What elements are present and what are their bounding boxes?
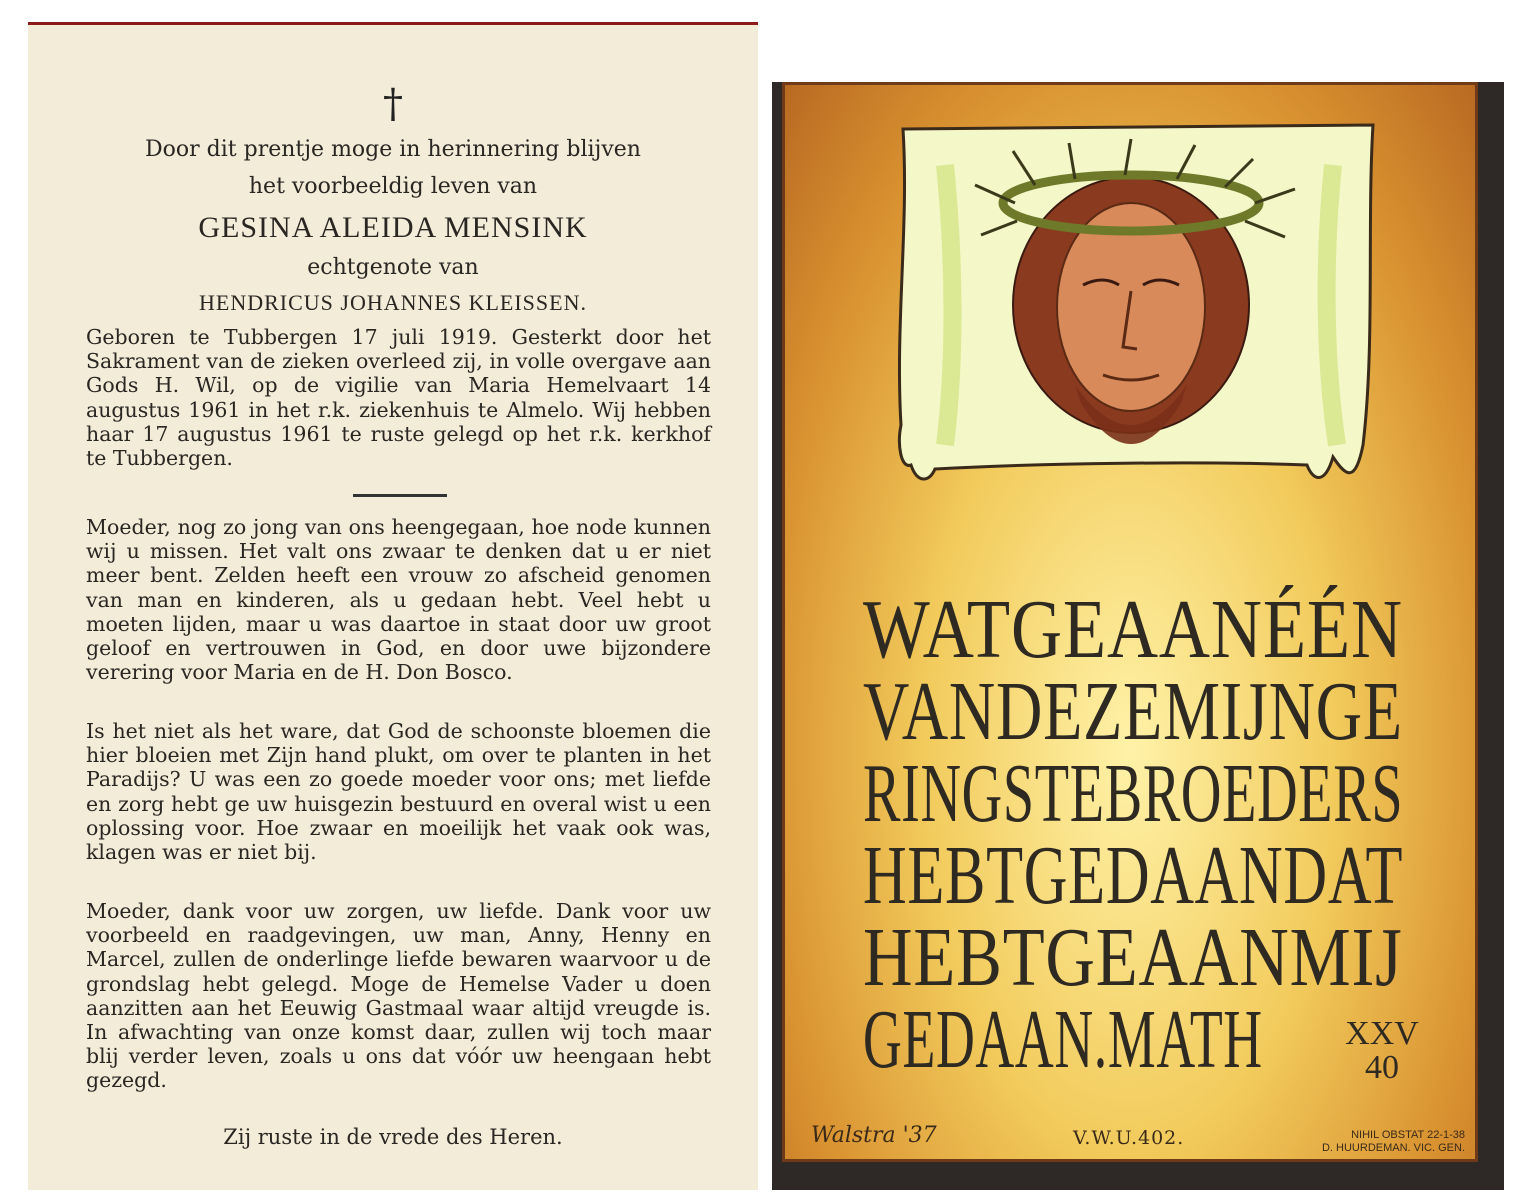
- quote-line: RINGSTEBROEDERS: [863, 747, 1404, 840]
- tribute-paragraph-1: Moeder, nog zo jong van ons heengegaan, hoe node kunnen wij u missen. Het valt ons zwaar te denken dat u er niet meer bent. Zelden heeft een vrouw zo afscheid genomen van man en kinderen, als u gedaan hebt. Veel hebt u moeten lijden, maar u was daartoe in staat door uw groot geloof en vertrouwen in God, en door uwe bijzondere verering voor Maria en de H. Don Bosco.: [86, 515, 711, 685]
- closing-line: Zij ruste in de vrede des Heren.: [223, 1125, 563, 1149]
- nihil-obstat: [1275, 1129, 1465, 1155]
- intro-line-2: het voorbeeldig leven van: [248, 174, 538, 199]
- cross-icon: †: [383, 81, 403, 127]
- tribute-paragraph-2: Is het niet als het ware, dat God de schoonste bloemen die hier bloeien met Zijn hand plukt, om over te planten in het Paradijs? U was een zo goede moeder voor ons; met liefde en zorg hebt ge uw huisgezin bestuurd en overal wist u een oplossing voor. Hoe zwaar en moeilijk het vaak ook was, klagen was er niet bij.: [86, 719, 711, 865]
- tribute-paragraph-3: Moeder, dank voor uw zorgen, uw liefde. Dank voor uw voorbeeld en raadgevingen, uw man, Anny, Henny en Marcel, zullen de onderlinge liefde bewaren waarvoor u de grondslag hebt gelegd. Moge de Hemelse Vader u doen aanzitten aan het Eeuwig Gastmaal waar altijd vreugde is. In afwachting van onze komst daar, zullen wij toch maar blij verder leven, zoals u ons dat vóór uw heengaan hebt gezegd.: [86, 899, 711, 1093]
- reference-chapter: XXV: [1345, 1015, 1419, 1052]
- intro-line-1: Door dit prentje moge in herinnering blijven: [145, 137, 641, 162]
- artist-signature: Walstra '37: [811, 1123, 937, 1148]
- scripture-reference: [1337, 1017, 1427, 1085]
- veil-illustration: [785, 85, 1481, 605]
- print-code: V.W.U.402.: [1073, 1127, 1185, 1149]
- spouse-label: echtgenote van: [307, 255, 479, 280]
- illustration-panel: [782, 82, 1478, 1162]
- spouse-name: HENDRICUS JOHANNES KLEISSEN.: [199, 290, 587, 315]
- quote-line: HEBTGEAANMIJ: [863, 911, 1403, 1004]
- memorial-card-image-side: [772, 82, 1504, 1190]
- quote-line: WATGEAANÉÉN: [863, 583, 1403, 676]
- divider: [353, 494, 447, 497]
- biography-paragraph: Geboren te Tubbergen 17 juli 1919. Gesterkt door het Sakrament van de zieken overleed zij, in volle overgave aan Gods H. Wil, op de vigilie van Maria Hemelvaart 14 augustus 1961 in het r.k. ziekenhuis te Almelo. Wij hebben haar 17 augustus 1961 te ruste gelegd op het r.k. kerkhof te Tubbergen.: [86, 325, 711, 471]
- nihil-obstat-line: NIHIL OBSTAT 22-1-38: [1351, 1129, 1465, 1141]
- deceased-name: GESINA ALEIDA MENSINK: [198, 211, 588, 244]
- nihil-obstat-line: D. HUURDEMAN. VIC. GEN.: [1321, 1142, 1465, 1154]
- quote-line: GEDAAN.MATH: [863, 993, 1263, 1086]
- reference-verse: 40: [1365, 1049, 1399, 1086]
- memorial-card-text-side: [28, 22, 758, 1190]
- quote-line: VANDEZEMIJNGE: [863, 665, 1403, 758]
- quote-line: HEBTGEDAANDAT: [863, 829, 1404, 922]
